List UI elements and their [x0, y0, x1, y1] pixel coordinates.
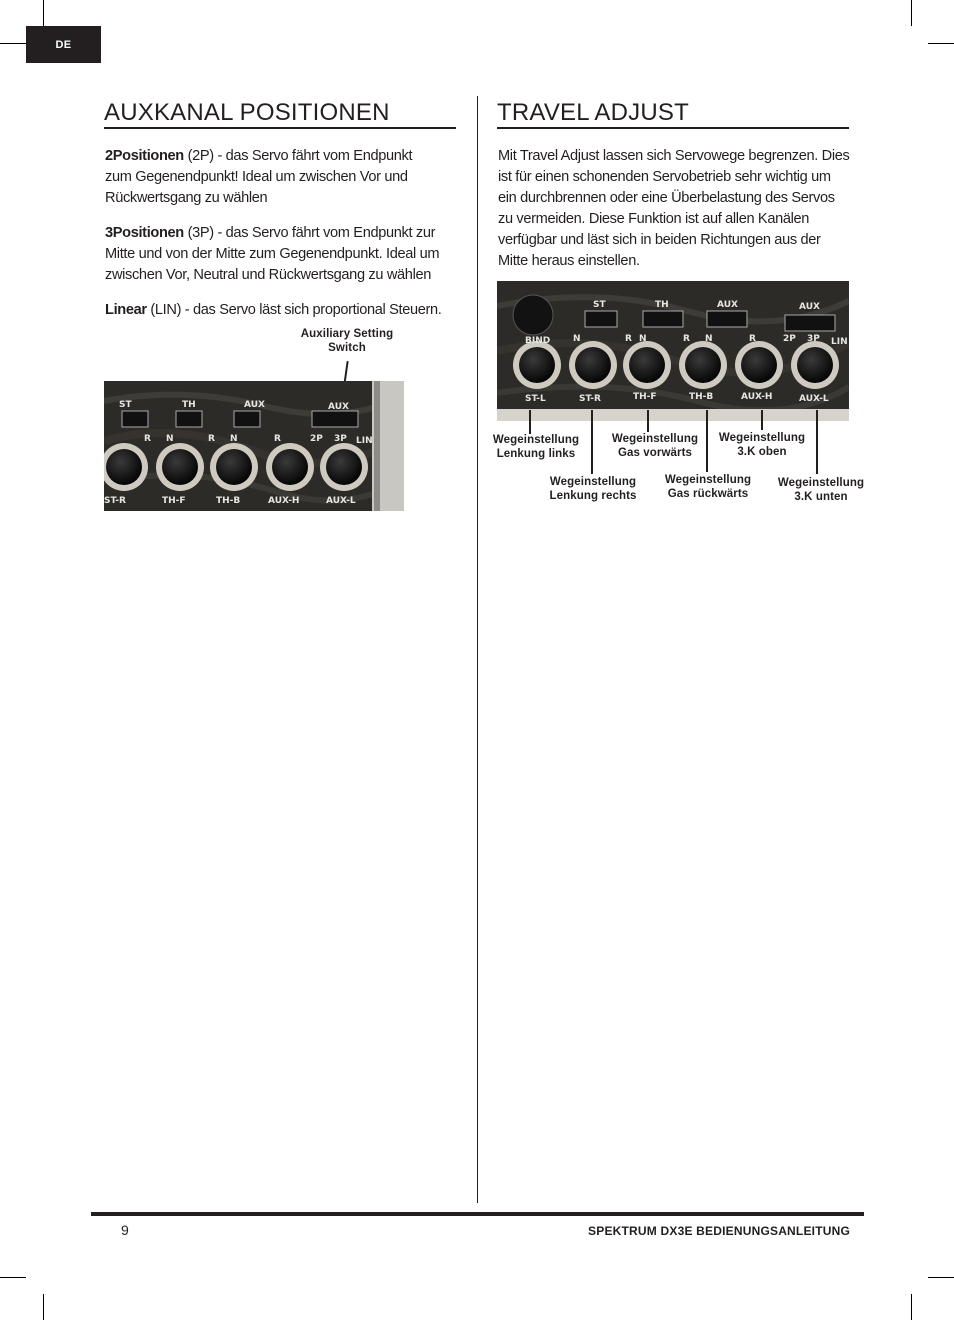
callout-line: 3.K unten: [794, 491, 848, 503]
mode-label: 3P: [334, 434, 347, 444]
callout-line: Wegeinstellung: [492, 434, 580, 446]
description-3-positions: (3P) - das Servo fährt vom Endpunkt zur Mitte und von der Mitte zum Gegenendpunkt. Ideal um zwischen Vor, Neutral und Rückwertsgang zu wählen: [105, 225, 440, 283]
aux-switch-panel-photo: [104, 381, 404, 511]
mode-label: N: [573, 334, 581, 344]
callout-line: Gas vorwärts: [617, 447, 693, 459]
crop-mark: [43, 1294, 44, 1320]
crop-mark: [928, 43, 954, 44]
knob-label: AUX-H: [741, 392, 773, 402]
footer-rule: [91, 1212, 864, 1216]
paragraph-travel-adjust: Mit Travel Adjust lassen sich Servowege begrenzen. Dies ist für einen schonenden Servobetrieb sehr wichtig um ein durchbrennen oder eine Überbelastung des Servos zu vermeiden. Diese Funktion ist auf allen Kanälen verfügbar und läst sich in beiden Richtungen aus der Mitte heraus einstellen.: [498, 148, 850, 269]
section-title-aux-positions: AUXKANAL POSITIONEN: [104, 99, 390, 126]
footer-title: SPEKTRUM DX3E BEDIENUNGSANLEITUNG: [588, 1224, 850, 1238]
knob-label: TH-F: [162, 496, 186, 506]
title-rule: [497, 127, 849, 129]
mode-label: R: [683, 334, 690, 344]
callout-throttle-reverse: [652, 473, 764, 501]
crop-mark: [911, 1294, 912, 1320]
knob-label: ST-R: [579, 394, 601, 404]
callout-aux-setting-switch: [288, 327, 406, 355]
callout-leader-line: [529, 410, 531, 434]
knob-label: TH-B: [689, 392, 714, 402]
paragraph-2-positions: [105, 146, 435, 209]
description-2-positions: (2P) - das Servo fährt vom Endpunkt zum Gegenendpunkt! Ideal um zwischen Vor und Rückwertsgang zu wählen: [105, 148, 413, 206]
description-linear: (LIN) - das Servo läst sich proportional Steuern.: [146, 302, 442, 318]
term-2-positions: 2Positionen: [105, 148, 184, 164]
paragraph-linear: [105, 300, 465, 321]
column-divider: [477, 96, 478, 1203]
callout-line: Wegeinstellung: [664, 474, 752, 486]
mode-label: 3P: [807, 334, 820, 344]
mode-label: R: [274, 434, 281, 444]
callout-line: Wegeinstellung: [718, 432, 806, 444]
switch-label: AUX: [717, 300, 738, 310]
mode-label: N: [705, 334, 713, 344]
page-number: 9: [121, 1222, 129, 1238]
callout-line: Wegeinstellung: [549, 476, 637, 488]
language-tab: DE: [26, 26, 101, 63]
callout-line: Auxiliary Setting: [300, 328, 394, 340]
callout-line: Wegeinstellung: [777, 477, 865, 489]
crop-mark: [0, 1277, 26, 1278]
mode-label: N: [639, 334, 647, 344]
term-3-positions: 3Positionen: [105, 225, 184, 241]
switch-label: ST: [593, 300, 606, 310]
mode-label: R: [208, 434, 215, 444]
mode-label: LIN: [356, 436, 373, 446]
knob-label: ST-L: [525, 394, 546, 404]
mode-label: LIN: [831, 337, 848, 347]
callout-steering-left: [480, 433, 592, 461]
paragraph-3-positions: [105, 223, 450, 286]
mode-label: N: [230, 434, 238, 444]
callout-leader-line: [761, 410, 763, 430]
crop-mark: [911, 0, 912, 26]
switch-label: ST: [119, 400, 132, 410]
panel-artwork: [497, 281, 849, 421]
knob-label: AUX-H: [268, 496, 300, 506]
mode-label: N: [166, 434, 174, 444]
callout-line: 3.K oben: [737, 446, 787, 458]
callout-aux-high: [706, 431, 818, 459]
switch-label: AUX: [328, 402, 349, 412]
crop-mark: [928, 1277, 954, 1278]
switch-label: TH: [655, 300, 669, 310]
callout-throttle-forward: [599, 432, 711, 460]
knob-label: AUX-L: [799, 394, 829, 404]
callout-steering-right: [537, 475, 649, 503]
callout-aux-low: [765, 476, 877, 504]
crop-mark: [0, 43, 26, 44]
travel-adjust-panel-photo: [497, 281, 849, 421]
callout-line: Gas rückwärts: [667, 488, 749, 500]
mode-label: R: [144, 434, 151, 444]
bind-label: BIND: [525, 336, 551, 346]
mode-label: 2P: [783, 334, 796, 344]
switch-label: TH: [182, 400, 196, 410]
callout-leader-line: [647, 410, 649, 432]
knob-label: TH-B: [216, 496, 241, 506]
callout-line: Switch: [328, 342, 366, 354]
callout-line: Lenkung rechts: [549, 490, 637, 502]
callout-line: Lenkung links: [496, 448, 576, 460]
knob-label: TH-F: [633, 392, 657, 402]
title-rule: [104, 127, 456, 129]
knob-label: ST-R: [104, 496, 126, 506]
mode-label: R: [749, 334, 756, 344]
mode-label: 2P: [310, 434, 323, 444]
knob-label: AUX-L: [326, 496, 356, 506]
section-title-travel-adjust: TRAVEL ADJUST: [497, 99, 689, 126]
crop-mark: [43, 0, 44, 26]
switch-label: AUX: [799, 302, 820, 312]
term-linear: Linear: [105, 302, 147, 318]
mode-label: R: [625, 334, 632, 344]
panel-artwork: [104, 381, 404, 511]
callout-line: Wegeinstellung: [611, 433, 699, 445]
switch-label: AUX: [244, 400, 265, 410]
